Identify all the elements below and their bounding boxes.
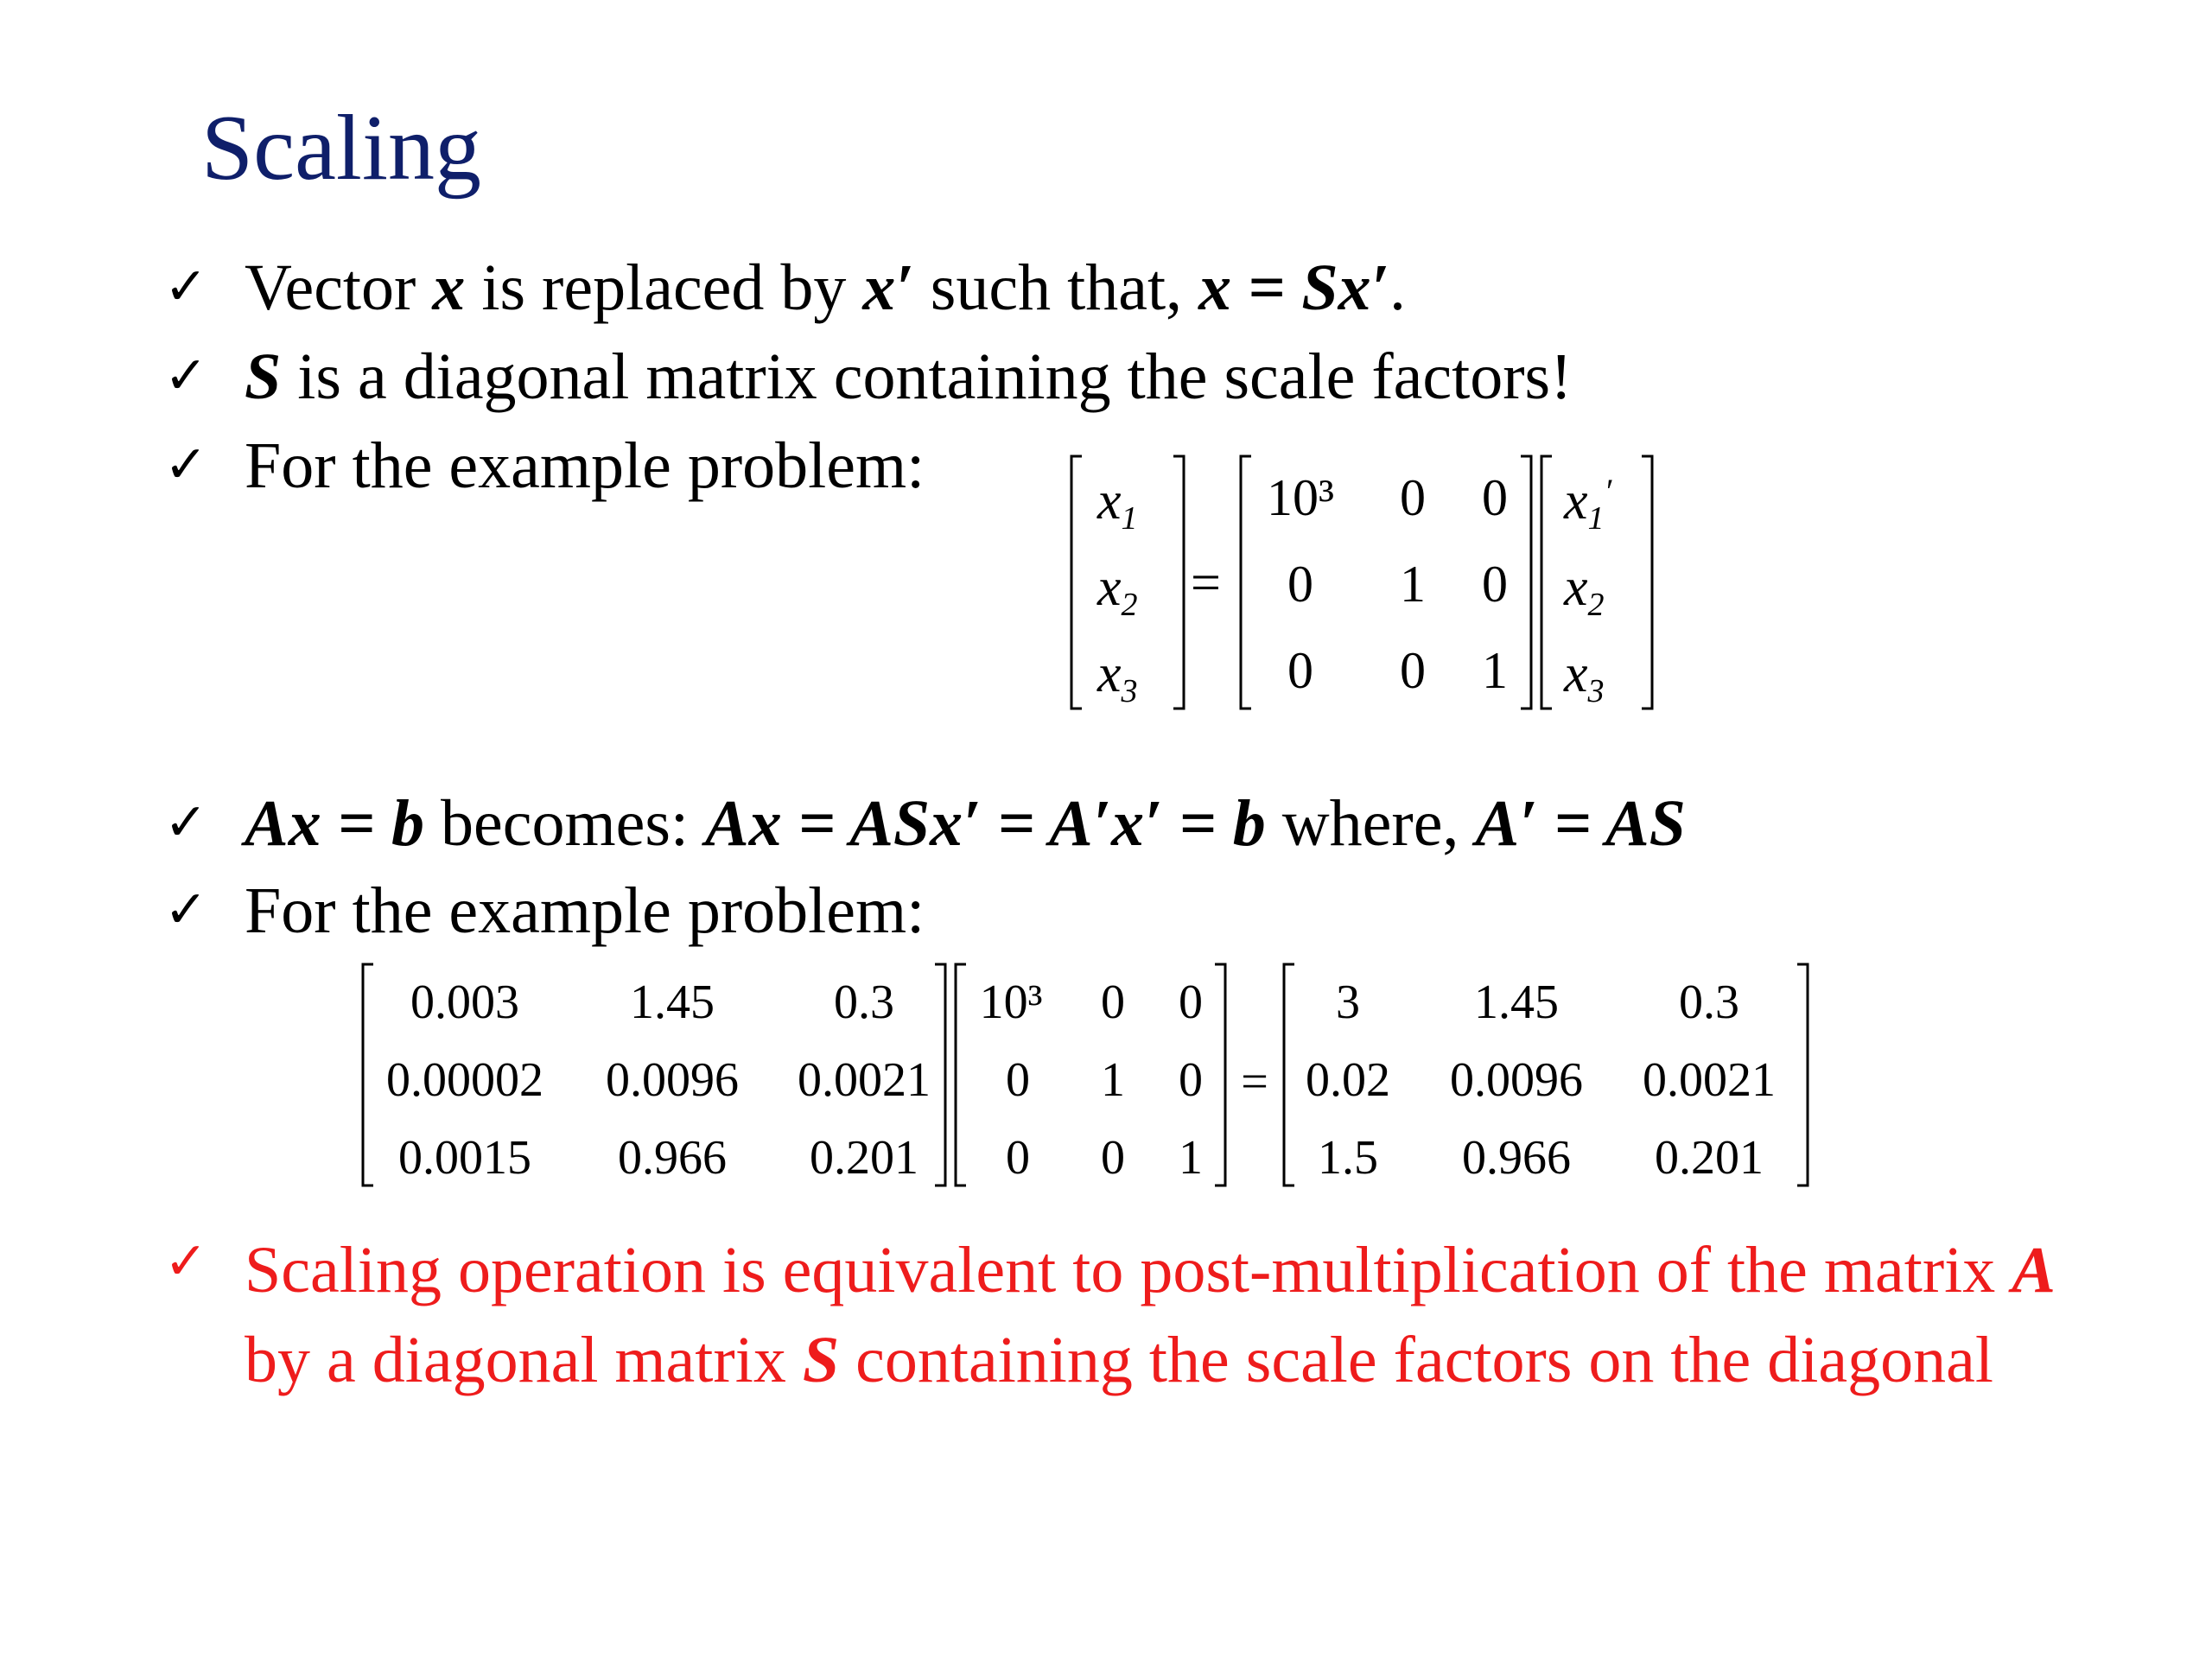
checkmark-icon: ✓ (164, 435, 208, 495)
bullet-example-2: ✓ For the example problem: (164, 874, 925, 947)
eq1-lhs-x2: x2 (1097, 558, 1138, 623)
eq2-a-cell: 1.45 (630, 976, 715, 1029)
eq2-s-cell: 0 (1101, 1131, 1125, 1185)
eq2-a-cell: 0.966 (618, 1131, 727, 1185)
eq2-aprime-cell: 0.966 (1462, 1131, 1571, 1185)
eq1-s-cell: 0 (1482, 469, 1508, 526)
eq1-rhs-x3: x3 (1564, 645, 1605, 709)
checkmark-icon: ✓ (164, 880, 208, 940)
eq2-a-cell: 0.00002 (386, 1053, 543, 1107)
eq1-s-cell: 1 (1482, 642, 1508, 699)
eq2-a-cell: 0.0015 (398, 1131, 531, 1185)
eq1-s-cell: 10³ (1267, 469, 1334, 526)
eq2-s-cell: 0 (1179, 1053, 1203, 1107)
eq2-aprime-cell: 0.201 (1655, 1131, 1764, 1185)
eq2-aprime-cell: 1.5 (1318, 1131, 1378, 1185)
eq2-aprime-cell: 0.02 (1306, 1053, 1390, 1107)
eq2-aprime-cell: 1.45 (1474, 976, 1559, 1029)
checkmark-icon: ✓ (164, 792, 208, 853)
eq2-a-cell: 0.003 (410, 976, 519, 1029)
bullet-scaling-conclusion: Scaling operation is equivalent to post-multiplication of the matrix A by a diagonal matrix S containing the scale factors on the diagonal (245, 1234, 2056, 1396)
bullet-ax-b: ✓ Ax = b becomes: Ax = ASx′ = A′x′ = b where, A′ = AS (164, 787, 1686, 860)
eq2-s-cell: 0 (1006, 1131, 1030, 1185)
eq1-rhs-x2: x2 (1564, 558, 1605, 623)
slide-title: Scaling (201, 97, 481, 200)
eq2-s-cell: 0 (1006, 1053, 1030, 1107)
eq2-aprime-cell: 0.3 (1679, 976, 1739, 1029)
scaling-equation (1063, 449, 1668, 726)
matrix-product-equation (354, 959, 1823, 1201)
eq2-s-cell: 1 (1179, 1131, 1203, 1185)
eq2-aprime-cell: 3 (1336, 976, 1360, 1029)
eq2-a-cell: 0.201 (810, 1131, 918, 1185)
checkmark-icon: ✓ (164, 1231, 208, 1292)
checkmark-icon: ✓ (164, 257, 208, 317)
bullet-example-1: ✓ For the example problem: (164, 429, 925, 502)
eq1-s-cell: 0 (1482, 556, 1508, 613)
eq2-s-cell: 0 (1179, 976, 1203, 1029)
eq2-s-cell: 0 (1101, 976, 1125, 1029)
eq1-s-cell: 0 (1400, 642, 1426, 699)
eq1-lhs-x1: x1 (1097, 472, 1138, 537)
eq1-s-cell: 1 (1400, 556, 1426, 613)
eq2-s-cell: 1 (1101, 1053, 1125, 1107)
bullet-diagonal-matrix: ✓ S is a diagonal matrix containing the scale factors! (164, 340, 1573, 413)
bullet-vector-replacement: ✓ Vector x is replaced by x′ such that, x = Sx′. (164, 251, 1407, 324)
eq2-s-cell: 10³ (979, 976, 1043, 1029)
eq1-lhs-x3: x3 (1097, 645, 1138, 709)
eq2-aprime-cell: 0.0096 (1450, 1053, 1583, 1107)
eq1-rhs-x1p: x1′ (1564, 472, 1612, 537)
eq2-a-cell: 0.0021 (798, 1053, 931, 1107)
eq1-s-cell: 0 (1287, 556, 1313, 613)
eq2-a-cell: 0.3 (834, 976, 894, 1029)
checkmark-icon: ✓ (164, 346, 208, 406)
eq2-aprime-cell: 0.0021 (1643, 1053, 1776, 1107)
eq2-a-cell: 0.0096 (606, 1053, 739, 1107)
eq2-equals: = (1241, 1055, 1268, 1109)
eq1-s-cell: 0 (1400, 469, 1426, 526)
eq1-s-cell: 0 (1287, 642, 1313, 699)
eq1-equals: = (1191, 554, 1221, 613)
